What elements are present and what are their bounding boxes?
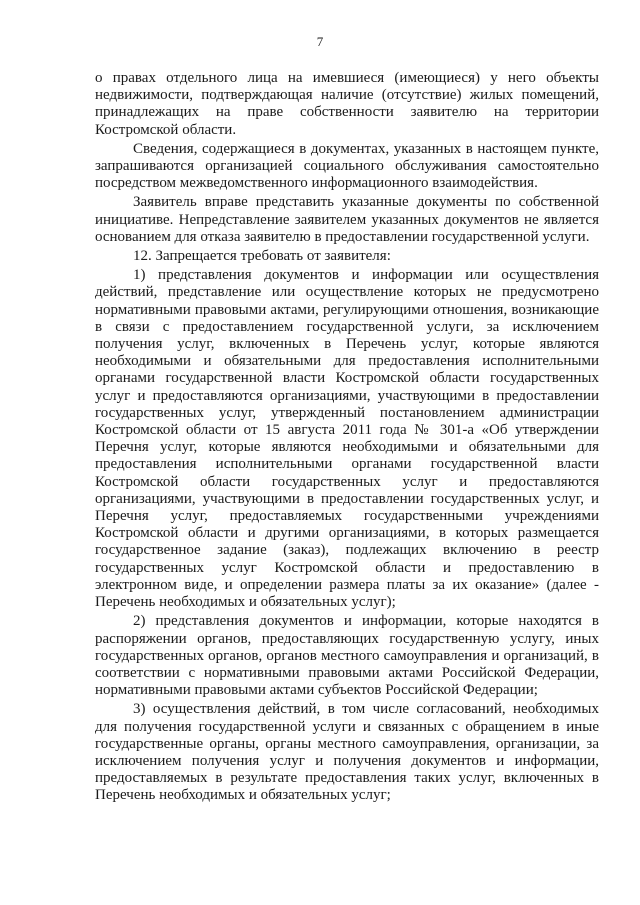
paragraph-zayavitel: Заявитель вправе представить указанные документы по собственной инициативе. Непредставление заявителем указанных документов не является основанием для отказа заявителю в предоставлении государственной услуги. [95,194,599,245]
paragraph-item-12-3: 3) осуществления действий, в том числе согласований, необходимых для получения государственной услуги и связанных с обращением в иные государственные органы, органы местного самоуправления, организации, за исключением получения услуг и получения документов и информации, предоставляемых в результате предоставления таких услуг, включенных в Перечень необходимых и обязательных услуг; [95,701,599,804]
paragraph-continuation: о правах отдельного лица на имевшиеся (имеющиеся) у него объекты недвижимости, подтверждающая наличие (отсутствие) жилых помещений, принадлежащих на праве собственности заявителю на территории Костромской области. [95,70,599,138]
page-number: 7 [316,34,324,49]
paragraph-item-12-heading: 12. Запрещается требовать от заявителя: [133,248,391,265]
body-text [95,70,599,805]
paragraph-svedeniya: Сведения, содержащиеся в документах, указанных в настоящем пункте, запрашиваются организацией социального обслуживания самостоятельно посредством межведомственного информационного взаимодействия. [95,140,599,192]
paragraph-item-12-2: 2) представления документов и информации, которые находятся в распоряжении органов, предоставляющих государственную услугу, иных государственных органов, органов местного самоуправления и организаций, в соответствии с нормативными правовыми актами Российской Федерации, нормативными правовыми актами субъектов Российской Федерации; [95,613,599,699]
paragraph-item-12-1: 1) представления документов и информации или осуществления действий, представление или осуществление которых не предусмотрено нормативными правовыми актами, регулирующими отношения, возникающие в связи с предоставлением государственной услуги, за исключением получения услуг, включенных в Перечень услуг, которые являются необходимыми и обязательными для предоставления исполнительными органами государственной власти Костромской области государственных услуг и предоставляются организациями, участвующими в предоставлении государственных услуг, утвержденный постановлением администрации Костромской области от 15 августа 2011 года № 301-а «Об утверждении Перечня услуг, которые являются необходимыми и обязательными для предоставления исполнительными органами государственной власти Костромской области государственных услуг и предоставляются организациями, участвующими в предоставлении государственных услуг, и Перечня услуг, предоставляемых государственными учреждениями Костромской области и другими организациями, в которых размещается государственное задание (заказ), подлежащих включению в реестр государственных услуг Костромской области и предоставлению в электронном виде, и определении размера платы за их оказание» (далее - Перечень необходимых и обязательных услуг); [95,267,599,611]
